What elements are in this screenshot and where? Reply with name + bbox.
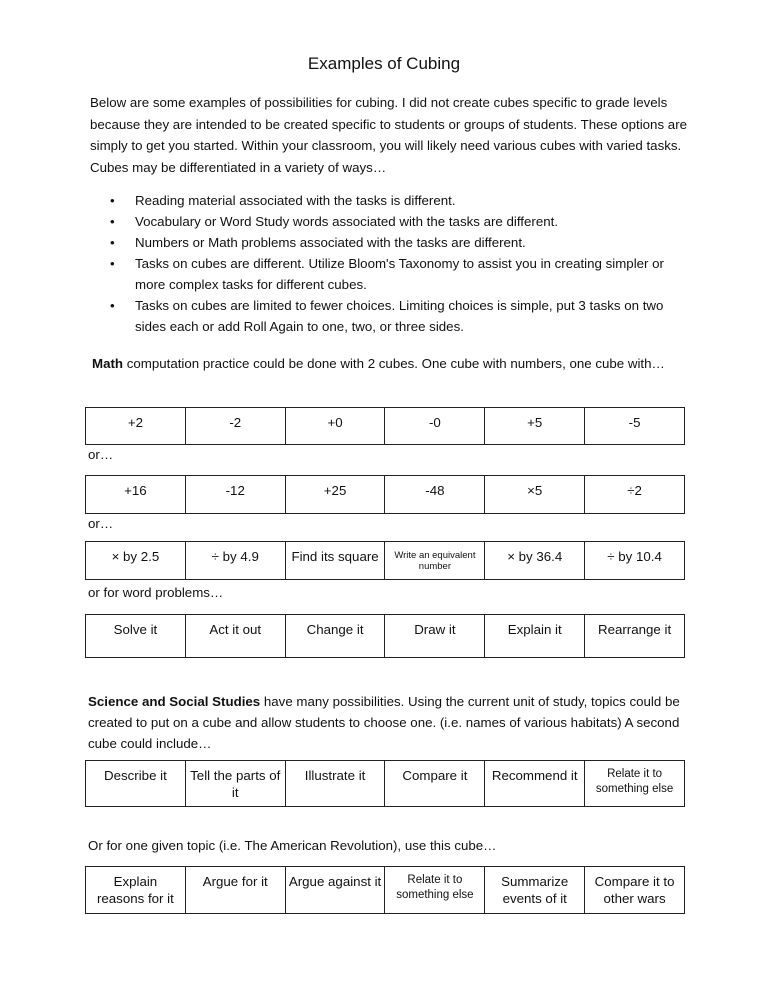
table-cell: +16	[86, 476, 186, 514]
or-label: or…	[88, 447, 114, 462]
table-cell: Explain reasons for it	[86, 867, 186, 914]
table-cell: Recommend it	[485, 761, 585, 807]
list-item: • Tasks on cubes are limited to fewer choices. Limiting choices is simple, put 3 tasks on two sides each or add Roll Again to one, two, or three sides.	[110, 295, 685, 337]
table-cell: Argue for it	[185, 867, 285, 914]
table-cell: Write an equivalent number	[385, 542, 485, 580]
differentiation-list	[110, 190, 685, 337]
table-cell: Explain it	[485, 615, 585, 658]
math-paragraph	[92, 353, 692, 374]
table-cell: Solve it	[86, 615, 186, 658]
table-cell: Describe it	[86, 761, 186, 807]
math-heading: Math	[92, 356, 124, 371]
math-text: computation practice could be done with 2 cubes. One cube with numbers, one cube with…	[123, 356, 665, 371]
science-paragraph	[88, 691, 688, 754]
table-cell: Illustrate it	[285, 761, 385, 807]
table-cell: ÷ by 10.4	[585, 542, 685, 580]
table-cell: +2	[86, 408, 186, 445]
table-cell: ×5	[485, 476, 585, 514]
table-cell: Change it	[285, 615, 385, 658]
word-problems-label: or for word problems…	[88, 585, 224, 600]
table-cell: Rearrange it	[585, 615, 685, 658]
table-cell: Relate it to something else	[385, 867, 485, 914]
table-cell: +5	[485, 408, 585, 445]
table-cell: Compare it to other wars	[585, 867, 685, 914]
table-cell: Act it out	[185, 615, 285, 658]
table-cell: -5	[585, 408, 685, 445]
table-cell: Compare it	[385, 761, 485, 807]
science-heading: Science and Social Studies	[88, 694, 261, 709]
table-cell: -48	[385, 476, 485, 514]
table-cell: Draw it	[385, 615, 485, 658]
table-cell: +25	[285, 476, 385, 514]
cube-table-4	[85, 614, 685, 658]
cube-table-5	[85, 760, 685, 807]
table-cell: Tell the parts of it	[185, 761, 285, 807]
table-cell: +0	[285, 408, 385, 445]
list-item: • Reading material associated with the tasks is different.	[110, 190, 685, 211]
cube-table-6	[85, 866, 685, 914]
table-cell: × by 2.5	[86, 542, 186, 580]
or-label: or…	[88, 516, 114, 531]
cube-table-2	[85, 475, 685, 514]
cube-table-1	[85, 407, 685, 445]
table-cell: Relate it to something else	[585, 761, 685, 807]
science-text: have many possibilities. Using the current unit of study, topics could be created to put on a cube and allow students to choose one. (i.e. names of various habitats) A second cube could include…	[88, 694, 680, 751]
table-cell: × by 36.4	[485, 542, 585, 580]
table-cell: Find its square	[285, 542, 385, 580]
table-cell: ÷ by 4.9	[185, 542, 285, 580]
list-item: • Numbers or Math problems associated with the tasks are different.	[110, 232, 685, 253]
table-cell: Summarize events of it	[485, 867, 585, 914]
topic-label: Or for one given topic (i.e. The American Revolution), use this cube…	[88, 838, 497, 853]
table-cell: -2	[185, 408, 285, 445]
table-cell: -12	[185, 476, 285, 514]
page-title: Examples of Cubing	[307, 54, 461, 73]
list-item: • Tasks on cubes are different. Utilize Bloom's Taxonomy to assist you in creating simpler or more complex tasks for different cubes.	[110, 253, 685, 295]
list-item: • Vocabulary or Word Study words associated with the tasks are different.	[110, 211, 685, 232]
table-cell: Argue against it	[285, 867, 385, 914]
table-cell: -0	[385, 408, 485, 445]
intro-paragraph: Below are some examples of possibilities for cubing. I did not create cubes specific to grade levels because they are intended to be created specific to students or groups of students. These options are simply to get you started. Within your classroom, you will likely need various cubes with varied tasks. Cubes may be differentiated in a variety of ways…	[90, 95, 688, 175]
cube-table-3	[85, 541, 685, 580]
table-cell: ÷2	[585, 476, 685, 514]
